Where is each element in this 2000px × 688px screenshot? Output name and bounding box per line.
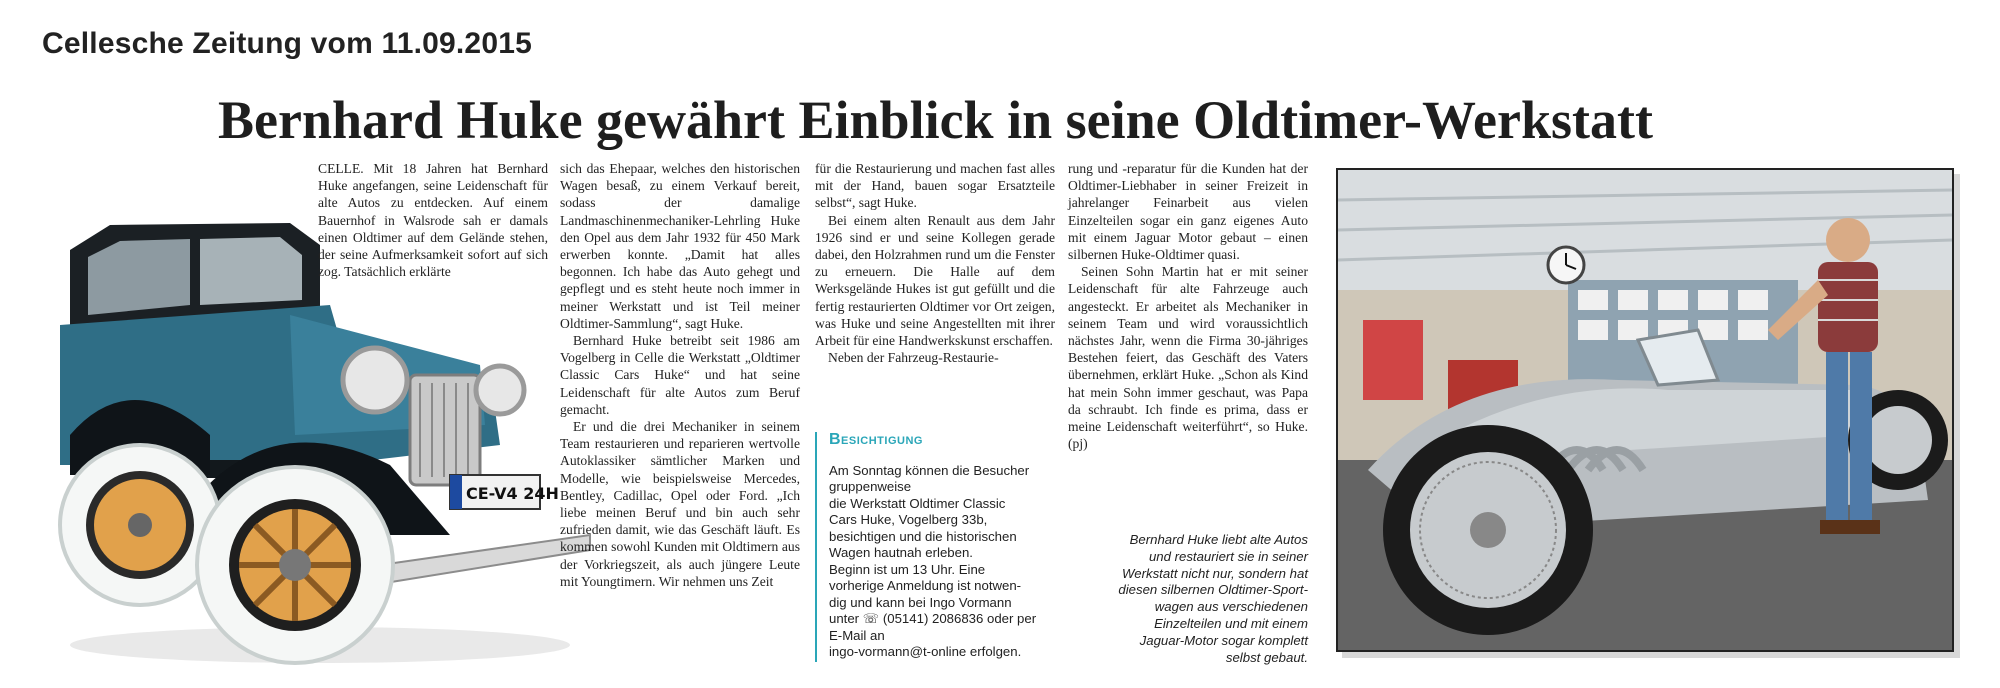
- plate-text: CE-V4 24H: [466, 484, 559, 503]
- article-column-3: [815, 160, 1055, 366]
- paragraph: rung und -reparatur für die Kunden hat der Oldtimer-Liebhaber in seiner Freizeit in jahrelanger Feinarbeit aus vielen Einzelteilen sogar ein ganz eigenes Auto mit einem Jaguar Motor gebaut – einen silbernen Huke-Oldtimer quasi.: [1068, 161, 1308, 263]
- caption-line: wagen aus verschiedenen: [1154, 599, 1308, 615]
- workshop-photo: [1336, 168, 1954, 652]
- info-line: gruppenweise: [829, 479, 912, 494]
- paragraph: sich das Ehepaar, welches den historischen Wagen besaß, zu einem Verkauf bereit, sodass der damalige Landmaschinenmechaniker-Lehrling Huke den Opel aus dem Jahr 1932 für 450 Mark erwerben konnte. „Damit hat alles begonnen. Ich habe das Auto gehegt und gepflegt und es steht heute noch immer in meiner Werkstatt und ist Teil meiner Oldtimer-Sammlung“, sagt Huke.: [560, 161, 800, 331]
- caption-line: Werkstatt nicht nur, sondern hat: [1122, 565, 1308, 581]
- article-column-2: [560, 160, 800, 590]
- info-line: Cars Huke, Vogelberg 33b,: [829, 512, 988, 527]
- paragraph: Neben der Fahrzeug-Restaurie-: [828, 350, 999, 366]
- info-line: E-Mail an: [829, 627, 885, 643]
- info-box-besichtigung: [815, 432, 1059, 662]
- paragraph: Er und die drei Mechaniker in seinem Team restaurieren und reparieren wertvolle Autoklassiker sämtlicher Marken und Modelle, wie beispielsweise Mercedes, Bentley, Cadillac, Opel oder Ford. „Ich liebe meinen Beruf und bin auch sehr zufrieden damit, wie das Geschäft läuft. Es kommen sowohl Kunden mit Oldtimern aus der Vorkriegszeit, als auch jüngere Leute mit Youngtimern. Wir nehmen uns Zeit: [560, 419, 800, 589]
- caption-line: selbst gebaut.: [1225, 649, 1308, 665]
- caption-line: Jaguar-Motor sogar komplett: [1139, 632, 1308, 648]
- paragraph: Bei einem alten Renault aus dem Jahr 1926 sind er und seine Kollegen gerade dabei, den Holzrahmen rund um die Fenster zu erneuern. Die Halle auf dem Werksgelände Hukes ist gut gefüllt und die fertig restaurierten Oldtimer vor Ort zeigen, was Huke und seine Angestellten mit ihrer Arbeit für eine Handwerkskunst erschaffen.: [815, 212, 1055, 349]
- caption-line: diesen silbernen Oldtimer-Sport-: [1118, 582, 1308, 598]
- paragraph: Bernhard Huke betreibt seit 1986 am Vogelberg in Celle die Werkstatt „Oldtimer Classic Cars Huke“ und hat seine Leidenschaft für alte Autos zum Beruf gemacht.: [560, 333, 800, 417]
- caption-line: Bernhard Huke liebt alte Autos: [1129, 532, 1308, 547]
- headline: Bernhard Huke gewährt Einblick in seine Oldtimer-Werkstatt: [218, 90, 1653, 150]
- source-line: Cellesche Zeitung vom 11.09.2015: [42, 27, 532, 60]
- article-column-1: [318, 160, 548, 280]
- paragraph: für die Restaurierung und machen fast alles mit der Hand, bauen sogar Ersatzteile selbst“, sagt Huke.: [815, 161, 1055, 211]
- paragraph: CELLE. Mit 18 Jahren hat Bernhard Huke angefangen, seine Leidenschaft für alte Autos zu entdecken. Auf einem Bauernhof in Walsrode sah er damals einen Oldtimer auf dem Gelände stehen, der seine Aufmerksamkeit sofort auf sich zog. Tatsächlich erklärte: [318, 161, 548, 280]
- info-line: Wagen hautnah erleben.: [829, 545, 973, 560]
- info-line: ingo-vormann@t-online erfolgen.: [829, 644, 1022, 659]
- article-column-4: [1068, 160, 1308, 452]
- info-box-title: Besichtigung: [829, 431, 923, 448]
- info-line: besichtigen und die historischen: [829, 528, 1017, 544]
- info-line: dig und kann bei Ingo Vormann: [829, 594, 1012, 610]
- info-line: vorherige Anmeldung ist notwen-: [829, 578, 1022, 593]
- info-box-body: [829, 463, 1059, 661]
- info-line: Am Sonntag können die Besucher: [829, 462, 1030, 478]
- info-line: Beginn ist um 13 Uhr. Eine: [829, 561, 986, 577]
- workshop-photo-svg: [1338, 170, 1952, 650]
- caption-line: und restauriert sie in seiner: [1148, 548, 1308, 564]
- info-line: unter ☏ (05141) 2086836 oder per: [829, 611, 1037, 626]
- paragraph: Seinen Sohn Martin hat er mit seiner Leidenschaft für alte Fahrzeuge auch angesteckt. Er arbeitet als Mechaniker in seinem Team und wird voraussichtlich nächstes Jahr, wenn die Firma 30-jähriges Bestehen feiert, das Geschäft des Vaters übernehmen, erklärt Huke. „Schon als Kind hat mein Sohn immer geschaut, was Papa da schraubt. Ich finde es prima, dass er meine Leidenschaft weiterführt“, so Huke. (pj): [1068, 264, 1308, 452]
- photo-caption: [1080, 532, 1308, 666]
- caption-line: Einzelteilen und mit einem: [1154, 615, 1308, 631]
- info-line: die Werkstatt Oldtimer Classic: [829, 495, 1006, 511]
